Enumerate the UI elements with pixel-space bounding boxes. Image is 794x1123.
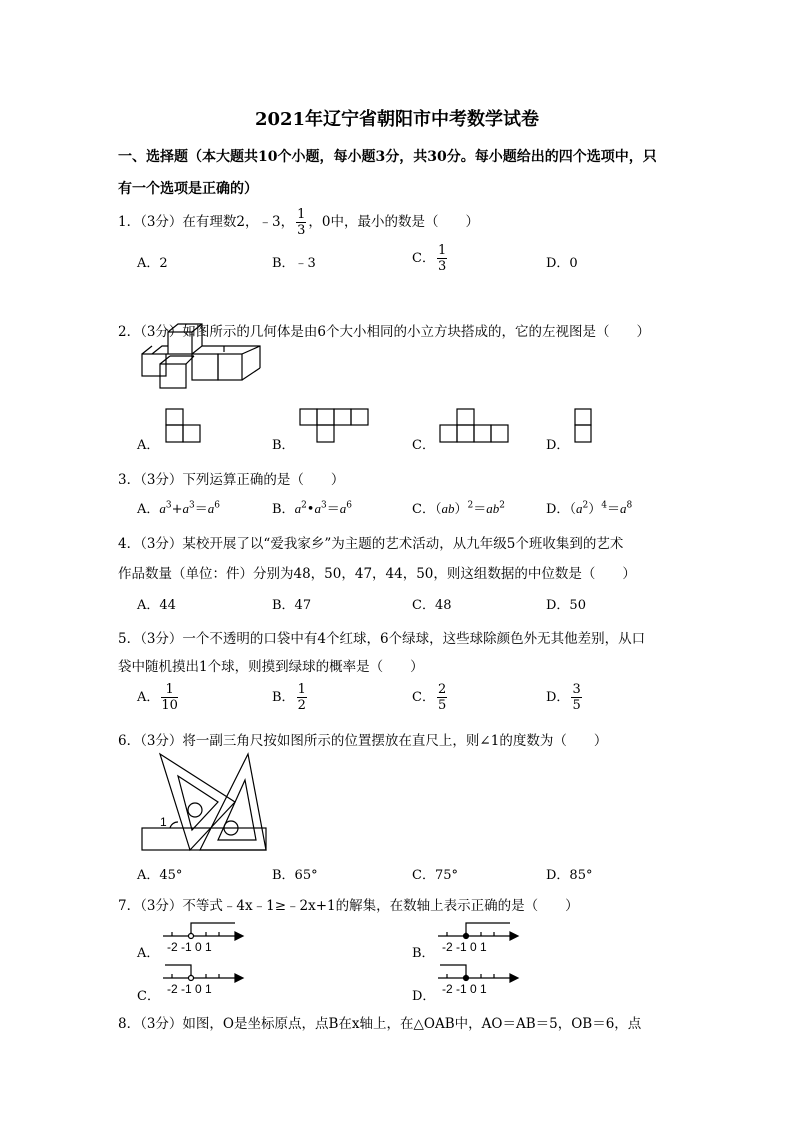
q5-option-c-fraction (437, 683, 447, 712)
q2-cubes-figure (140, 322, 265, 390)
q4-option-a: A．44 (137, 598, 176, 613)
q7-d-tick-labels: -2 -1 0 1 (442, 982, 487, 996)
q7-a-tick-labels: -2 -1 0 1 (167, 940, 212, 954)
q6-option-a: A．45° (137, 868, 183, 883)
question-4-line1: 4．（3分）某校开展了以“爱我家乡”为主题的艺术活动，从九年级5个班收集到的艺术 (118, 536, 624, 552)
question-7-stem: 7．（3分）不等式﹣4x﹣1≥﹣2x+1的解集，在数轴上表示正确的是（ ） (118, 898, 579, 914)
q1-stem-part-a: 1．（3分）在有理数2，﹣3， (118, 214, 295, 230)
q7-option-c: C． (137, 989, 160, 1004)
q5-option-b-prefix: B． (272, 690, 295, 705)
q2-option-b-figure (300, 409, 370, 445)
q5-option-a-fraction (161, 683, 178, 712)
question-5-line2: 袋中随机摸出1个球，则摸到绿球的概率是（ ） (118, 659, 424, 675)
q6-option-b: B．65° (272, 868, 318, 883)
q5-option-a (137, 683, 180, 712)
q5-c-denominator: 5 (437, 698, 447, 713)
q1-option-b: B．﹣3 (272, 256, 316, 271)
q7-b-tick-labels: -2 -1 0 1 (442, 940, 487, 954)
question-1-stem (118, 208, 479, 237)
q3-option-a (137, 498, 220, 517)
q5-a-numerator: 1 (161, 683, 178, 698)
q5-b-denominator: 2 (297, 698, 306, 713)
q5-option-d-prefix: D． (546, 690, 570, 705)
question-8-stem: 8．（3分）如图，O是坐标原点，点B在x轴上，在△OAB中，AO＝AB＝5，OB＝6，点 (118, 1016, 642, 1032)
q5-b-numerator: 1 (297, 682, 306, 697)
q6-option-c: C．75° (412, 868, 458, 883)
q3-option-c (412, 498, 505, 517)
q7-option-d: D． (412, 989, 436, 1004)
q1-frac-denominator: 3 (297, 223, 306, 238)
q1-option-c-prefix: C． (412, 251, 435, 266)
q5-option-b (272, 683, 309, 712)
q5-option-b-fraction (297, 683, 307, 712)
q5-d-denominator: 5 (572, 698, 581, 713)
q2-option-b: B． (272, 438, 295, 453)
q2-option-d-figure (575, 409, 595, 445)
q7-option-a-numberline (163, 920, 245, 954)
page-title: 2021年辽宁省朝阳市中考数学试卷 (254, 109, 540, 130)
q6-angle-label: 1 (160, 815, 167, 829)
q3-option-a-expr: $a^3+a^3=a^6$ (159, 500, 221, 517)
q3-option-a-prefix: A． (137, 502, 160, 517)
q5-a-denominator: 10 (161, 698, 178, 713)
q2-option-c-figure (440, 409, 510, 445)
q4-option-b: B．47 (272, 598, 312, 613)
question-5-line1: 5．（3分）一个不透明的口袋中有4个红球，6个绿球，这些球除颜色外无其他差别，从口 (118, 631, 646, 647)
q1-stem-part-b: ，0中，最小的数是（ ） (308, 214, 479, 230)
q5-d-numerator: 3 (572, 682, 581, 697)
q2-option-d: D． (546, 438, 570, 453)
q5-option-d (546, 683, 584, 712)
q6-option-d: D．85° (546, 868, 593, 883)
q3-option-d-expr: $(a^2)^4=a^8$ (569, 500, 633, 517)
q3-option-d (546, 498, 632, 517)
q4-option-d: D．50 (546, 598, 586, 613)
q1-option-a: A．2 (137, 256, 168, 271)
question-6-stem: 6．（3分）将一副三角尺按如图所示的位置摆放在直尺上，则∠1的度数为（ ） (118, 733, 608, 749)
q5-option-d-fraction (571, 683, 581, 712)
q5-option-c-prefix: C． (412, 690, 435, 705)
q3-option-c-expr: $(ab)^2=ab^2$ (434, 500, 505, 517)
q1-option-d: D．0 (546, 256, 578, 271)
q7-option-c-numberline (163, 962, 245, 996)
q7-option-b: B． (412, 946, 435, 961)
q7-option-b-numberline (438, 920, 520, 954)
q1-fraction (296, 208, 306, 237)
q3-option-c-prefix: C． (412, 502, 435, 517)
q4-option-c: C．48 (412, 598, 452, 613)
q5-option-a-prefix: A． (137, 690, 160, 705)
question-2-stem: 2．（3分）如图所示的几何体是由6个大小相同的小立方块搭成的，它的左视图是（ ） (118, 324, 651, 340)
section-heading-line1: 一、选择题（本大题共10个小题，每小题3分，共30分。每小题给出的四个选项中，只 (118, 149, 657, 165)
q5-c-numerator: 2 (437, 682, 447, 697)
q3-option-b-prefix: B． (272, 502, 295, 517)
q1-c-numerator: 1 (437, 243, 447, 258)
q2-option-a: A． (137, 438, 160, 453)
q6-triangles-figure (140, 752, 270, 852)
q1-option-c-fraction (437, 244, 447, 273)
q5-option-c (412, 683, 449, 712)
q7-option-a: A． (137, 946, 160, 961)
q1-frac-numerator: 1 (297, 207, 306, 222)
q3-option-d-prefix: D． (546, 502, 570, 517)
section-heading-line2: 有一个选项是正确的） (118, 181, 258, 197)
q7-c-tick-labels: -2 -1 0 1 (167, 982, 212, 996)
q3-option-b-expr: $a^2•a^3=a^6$ (294, 500, 352, 517)
q3-option-b (272, 498, 352, 517)
question-3-stem: 3．（3分）下列运算正确的是（ ） (118, 472, 345, 488)
q7-option-d-numberline (438, 962, 520, 996)
question-4-line2: 作品数量（单位：件）分别为48，50，47，44，50，则这组数据的中位数是（ ） (118, 566, 636, 582)
q2-option-a-figure (166, 409, 202, 445)
q1-option-c (412, 244, 449, 273)
q1-c-denominator: 3 (437, 259, 447, 274)
q2-option-c: C． (412, 438, 435, 453)
